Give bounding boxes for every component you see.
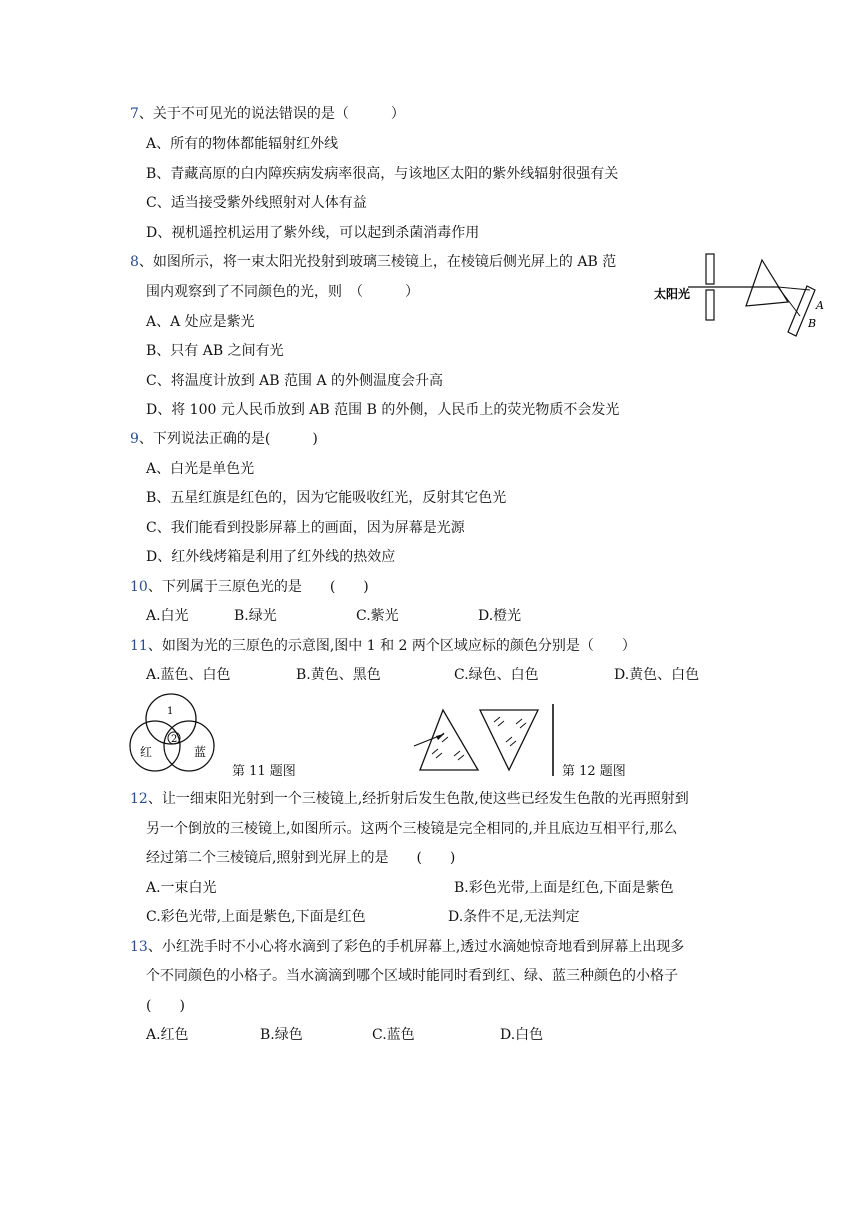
q10-option-c: C.紫光 — [356, 608, 399, 624]
q12-option-d: D.条件不足,无法判定 — [448, 909, 580, 925]
slit-bottom — [706, 290, 714, 320]
q7-option-a: A、所有的物体都能辐射红外线 — [146, 136, 339, 152]
q13-stem-line2: 个不同颜色的小格子。当水滴滴到哪个区域时能同时看到红、绿、蓝三种颜色的小格子 — [146, 968, 678, 984]
q12-option-c: C.彩色光带,上面是紫色,下面是红色 — [146, 909, 366, 925]
label-b: B — [808, 317, 817, 330]
q9-option-a: A、白光是单色光 — [146, 461, 255, 477]
q13-stem-line3: ( ) — [146, 998, 185, 1014]
q7-stem: 7、关于不可见光的说法错误的是（ ） — [130, 106, 405, 122]
venn-circle-red — [130, 721, 180, 771]
q12-stem-line2: 另一个倒放的三棱镜上,如图所示。这两个三棱镜是完全相同的,并且底边互相平行,那么 — [146, 821, 678, 837]
blue-label: 蓝 — [194, 745, 207, 759]
q10-option-d: D.橙光 — [478, 608, 522, 624]
q11-option-d: D.黄色、白色 — [614, 667, 700, 683]
q7-option-c: C、适当接受紫外线照射对人体有益 — [146, 195, 367, 211]
red-label: 红 — [140, 745, 153, 759]
q11-option-a: A.蓝色、白色 — [146, 667, 231, 683]
q13-option-d: D.白色 — [500, 1027, 544, 1043]
q13-option-a: A.红色 — [146, 1027, 189, 1043]
q12-stem-line3: 经过第二个三棱镜后,照射到光屏上的是 ( ) — [146, 850, 456, 866]
q8-option-d: D、将 100 元人民币放到 AB 范围 B 的外侧，人民币上的荧光物质不会发光 — [146, 402, 620, 418]
q10-stem: 10、下列属于三原色光的是 ( ) — [130, 579, 369, 595]
q9-option-b: B、五星红旗是红色的，因为它能吸收红光，反射其它色光 — [146, 490, 507, 506]
q7-option-d: D、视机遥控机运用了紫外线，可以起到杀菌消毒作用 — [146, 225, 480, 241]
q13-stem-line1: 13、小红洗手时不小心将水滴到了彩色的手机屏幕上,透过水滴她惊奇地看到屏幕上出现多 — [130, 939, 685, 955]
q9-option-d: D、红外线烤箱是利用了红外线的热效应 — [146, 549, 396, 565]
region-2-label: 2 — [171, 734, 178, 745]
q12-prism-figure — [410, 704, 560, 776]
q11-option-b: B.黄色、黑色 — [296, 667, 381, 683]
q11-option-c: C.绿色、白色 — [454, 667, 539, 683]
q7-option-b: B、青藏高原的白内障疾病发病率很高，与该地区太阳的紫外线辐射很强有关 — [146, 166, 619, 182]
q12-stem-line1: 12、让一细束阳光射到一个三棱镜上,经折射后发生色散,使这些已经发生色散的光再照射到 — [130, 791, 689, 807]
venn-circle-blue — [164, 721, 214, 771]
q13-option-b: B.绿色 — [260, 1027, 303, 1043]
q9-stem: 9、下列说法正确的是( ) — [130, 431, 318, 447]
q8-option-b: B、只有 AB 之间有光 — [146, 343, 284, 359]
q8-stem-line2: 围内观察到了不同颜色的光，则 （ ） — [146, 284, 419, 300]
q9-option-c: C、我们能看到投影屏幕上的画面，因为屏幕是光源 — [146, 520, 465, 536]
q8-prism-figure — [650, 250, 830, 345]
q8-stem-line1: 8、如图所示，将一束太阳光投射到玻璃三棱镜上，在棱镜后侧光屏上的 AB 范 — [130, 254, 617, 270]
q10-option-a: A.白光 — [146, 608, 189, 624]
q11-stem: 11、如图为光的三原色的示意图,图中 1 和 2 两个区域应标的颜色分别是（ ） — [130, 638, 636, 654]
q12-figure-caption: 第 12 题图 — [562, 764, 626, 779]
q12-option-b: B.彩色光带,上面是红色,下面是紫色 — [454, 880, 674, 896]
q8-option-c: C、将温度计放到 AB 范围 A 的外侧温度会升高 — [146, 373, 444, 389]
q12-option-a: A.一束白光 — [146, 880, 217, 896]
prism-icon — [746, 260, 788, 306]
q10-option-b: B.绿光 — [234, 608, 277, 624]
q8-option-a: A、A 处应是紫光 — [146, 314, 255, 330]
q11-figure-caption: 第 11 题图 — [232, 764, 296, 779]
q13-option-c: C.蓝色 — [372, 1027, 415, 1043]
slit-top — [706, 254, 714, 284]
label-a: A — [816, 299, 824, 312]
q11-venn-figure — [126, 690, 232, 776]
region-1-label: 1 — [167, 706, 174, 717]
sunlight-label: 太阳光 — [654, 287, 691, 301]
